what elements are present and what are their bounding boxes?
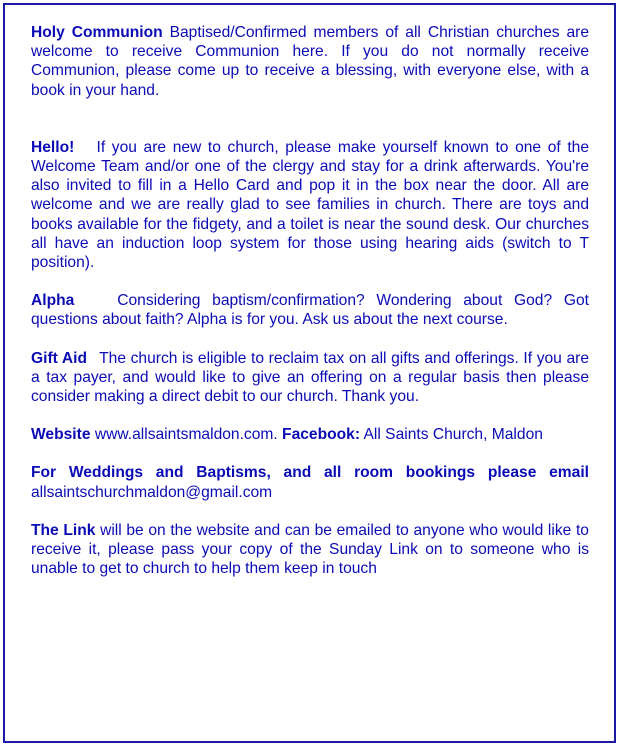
facebook-text: All Saints Church, Maldon	[360, 426, 543, 444]
hello-paragraph	[31, 138, 589, 272]
alpha-paragraph	[31, 291, 589, 329]
holy-communion-paragraph	[31, 23, 589, 100]
hello-heading: Hello!	[31, 138, 75, 156]
hello-text: If you are new to church, please make yourself known to one of the Welcome Team and/or one of the clergy and stay for a drink afterwards. You're also invited to fill in a Hello Card and pop it in the box near the door. All are welcome and we are really glad to see families in church. There are toys and books available for the fidgety, and a toilet is near the sound desk. Our churches all have an induction loop system for those using hearing aids (switch to T position).	[31, 138, 589, 272]
gift-aid-text: The church is eligible to reclaim tax on all gifts and offerings. If you are a tax payer, and would like to give an offering on a regular basis then please consider making a direct debit to our church. Thank you.	[31, 349, 589, 406]
website-paragraph	[31, 425, 589, 444]
the-link-paragraph	[31, 521, 589, 579]
website-url[interactable]: www.allsaintsmaldon.com.	[90, 426, 283, 444]
gift-aid-heading: Gift Aid	[31, 349, 87, 367]
website-heading: Website	[31, 426, 91, 444]
alpha-heading: Alpha	[31, 292, 75, 310]
the-link-text: will be on the website and can be emailed to anyone who would like to receive it, please pass your copy of the Sunday Link on to someone who is unable to get to church to help them keep in touch	[31, 521, 589, 578]
notice-content	[31, 23, 589, 578]
gift-aid-paragraph	[31, 349, 589, 407]
holy-communion-text: Baptised/Confirmed members of all Christian churches are welcome to receive Communion here. If you do not normally receive Communion, please come up to receive a blessing, with everyone else, with a book in your hand.	[31, 24, 589, 99]
holy-communion-heading: Holy Communion	[31, 24, 163, 41]
the-link-heading: The Link	[31, 521, 96, 539]
contact-email[interactable]: allsaintschurchmaldon@gmail.com	[31, 483, 273, 501]
alpha-text: Considering baptism/confirmation? Wondering about God? Got questions about faith? Alpha is for you. Ask us about the next course.	[31, 292, 589, 329]
weddings-paragraph	[31, 463, 589, 501]
weddings-heading: For Weddings and Baptisms, and all room bookings please email	[31, 464, 589, 482]
facebook-heading: Facebook:	[282, 426, 361, 444]
